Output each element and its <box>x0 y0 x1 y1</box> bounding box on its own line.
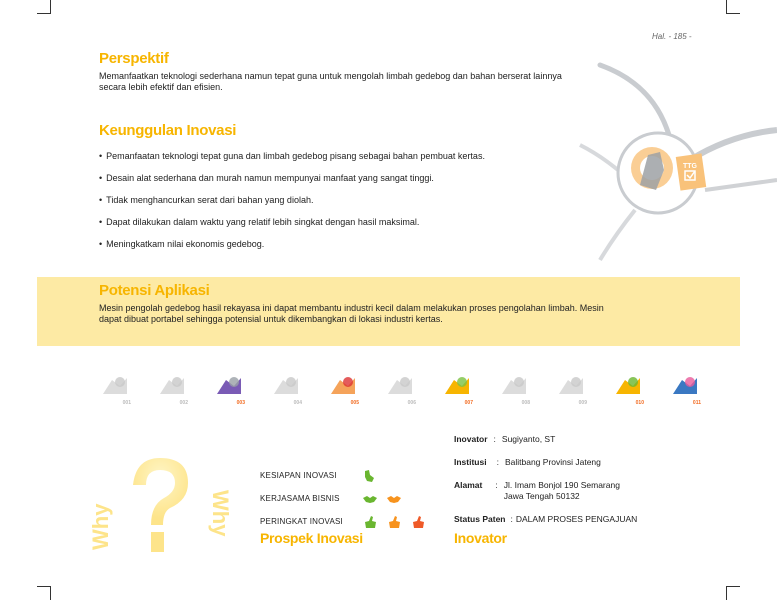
question-mark-why-icon <box>88 450 233 560</box>
info-value <box>504 480 620 502</box>
category-number: 003 <box>236 400 245 406</box>
why-right-text: Why <box>208 490 233 537</box>
media-device-icon <box>100 372 130 398</box>
why-left-text: Why <box>88 503 113 550</box>
prospek-label: KERJASAMA BISNIS <box>260 494 340 503</box>
category-item[interactable] <box>665 372 705 412</box>
inovator-heading: Inovator <box>454 530 507 546</box>
tools-icon <box>271 372 301 398</box>
food-icon <box>157 372 187 398</box>
category-number: 008 <box>521 400 530 406</box>
page-number: Hal. - 185 - <box>652 32 692 41</box>
category-number: 002 <box>179 400 188 406</box>
ttg-label: TTG <box>683 163 697 170</box>
info-row-alamat: Alamat : Jl. Imam Bonjol 190 Semarang Jawa Tengah 50132 <box>454 480 620 501</box>
category-number: 007 <box>464 400 473 406</box>
info-row-inovator: Inovator : Sugiyanto, ST <box>454 434 556 444</box>
category-item[interactable] <box>266 372 306 412</box>
prospek-rating <box>362 492 402 506</box>
social-people-icon <box>670 372 700 398</box>
agriculture-growth-icon <box>328 372 358 398</box>
category-number: 001 <box>122 400 131 406</box>
prospek-rating <box>362 515 426 529</box>
land-farming-icon <box>442 372 472 398</box>
thumbs-up-icon <box>410 515 426 529</box>
category-number: 009 <box>578 400 587 406</box>
potensi-text: Mesin pengolah gedebog hasil rekayasa ini dapat membantu industri kecil dalam melakukan proses pengolahan limbah. Mesin dapat dibuat portabel sehingga potensial untuk dikembangkan di lokasi industri kertas. <box>99 303 604 324</box>
info-row-status-paten: Status Paten : DALAM PROSES PENGAJUAN <box>454 514 638 524</box>
prospek-rating <box>362 469 378 483</box>
thumbs-up-icon <box>386 515 402 529</box>
fishery-icon <box>556 372 586 398</box>
crop-mark-bottom-left <box>37 586 51 600</box>
info-value: Balitbang Provinsi Jateng <box>504 457 601 467</box>
list-item: • Desain alat sederhana dan murah namun mempunyai manfaat yang sangat tinggi. <box>99 173 485 195</box>
potensi-heading: Potensi Aplikasi <box>99 282 210 299</box>
category-item[interactable] <box>551 372 591 412</box>
energy-infrastructure-icon <box>214 372 244 398</box>
category-number: 006 <box>407 400 416 406</box>
keunggulan-list <box>99 151 485 261</box>
why-logo <box>88 450 233 560</box>
list-item: • Tidak menghancurkan serat dari bahan yang diolah. <box>99 195 485 217</box>
info-key: Alamat <box>454 480 483 490</box>
category-item[interactable] <box>437 372 477 412</box>
crop-mark-top-right <box>726 0 740 14</box>
info-key: Institusi <box>454 457 487 467</box>
prospek-label: KESIAPAN INOVASI <box>260 471 337 480</box>
list-item: • Pemanfaatan teknologi tepat guna dan limbah gedebog pisang sebagai bahan pembuat kertas. <box>99 151 485 173</box>
prospek-label: PERINGKAT INOVASI <box>260 517 343 526</box>
category-icon-strip <box>95 372 705 412</box>
ttg-orbit-icon <box>540 60 777 260</box>
perspektif-text: Memanfaatkan teknologi sederhana namun tepat guna untuk mengolah limbah gedebog dan bahan berserat lainnya secara lebih efektif dan efisien. <box>99 71 562 92</box>
info-row-institusi: Institusi : Balitbang Provinsi Jateng <box>454 457 601 467</box>
prospek-table <box>260 464 426 533</box>
category-number: 010 <box>635 400 644 406</box>
category-item[interactable] <box>152 372 192 412</box>
safety-recycle-icon <box>613 372 643 398</box>
list-item: • Dapat dilakukan dalam waktu yang relatif lebih singkat dengan hasil maksimal. <box>99 217 485 239</box>
ttg-graphic <box>540 60 777 260</box>
category-item[interactable] <box>323 372 363 412</box>
category-item[interactable] <box>494 372 534 412</box>
crop-mark-bottom-right <box>726 586 740 600</box>
address-line-2: Jawa Tengah 50132 <box>503 491 580 501</box>
category-item[interactable] <box>95 372 135 412</box>
readiness-hand-icon <box>362 469 378 483</box>
prospek-heading: Prospek Inovasi <box>260 530 363 546</box>
category-item[interactable] <box>380 372 420 412</box>
research-magnifier-icon <box>385 372 415 398</box>
category-number: 004 <box>293 400 302 406</box>
info-key: Inovator <box>454 434 488 444</box>
category-item[interactable] <box>608 372 648 412</box>
category-item[interactable] <box>209 372 249 412</box>
handshake-icon <box>362 492 378 506</box>
category-number: 011 <box>692 400 701 406</box>
info-value: Sugiyanto, ST <box>501 434 556 444</box>
perspektif-heading: Perspektif <box>99 50 169 67</box>
handshake-icon <box>386 492 402 506</box>
address-line-1: Jl. Imam Bonjol 190 Semarang <box>503 480 620 490</box>
thumbs-up-icon <box>362 515 378 529</box>
info-value: DALAM PROSES PENGAJUAN <box>515 514 638 524</box>
prospek-row <box>260 464 426 487</box>
list-item: • Meningkatkam nilai ekonomis gedebog. <box>99 239 485 261</box>
plant-icon <box>499 372 529 398</box>
keunggulan-heading: Keunggulan Inovasi <box>99 122 237 139</box>
prospek-row <box>260 487 426 510</box>
crop-mark-top-left <box>37 0 51 14</box>
info-key: Status Paten <box>454 514 506 524</box>
category-number: 005 <box>350 400 359 406</box>
